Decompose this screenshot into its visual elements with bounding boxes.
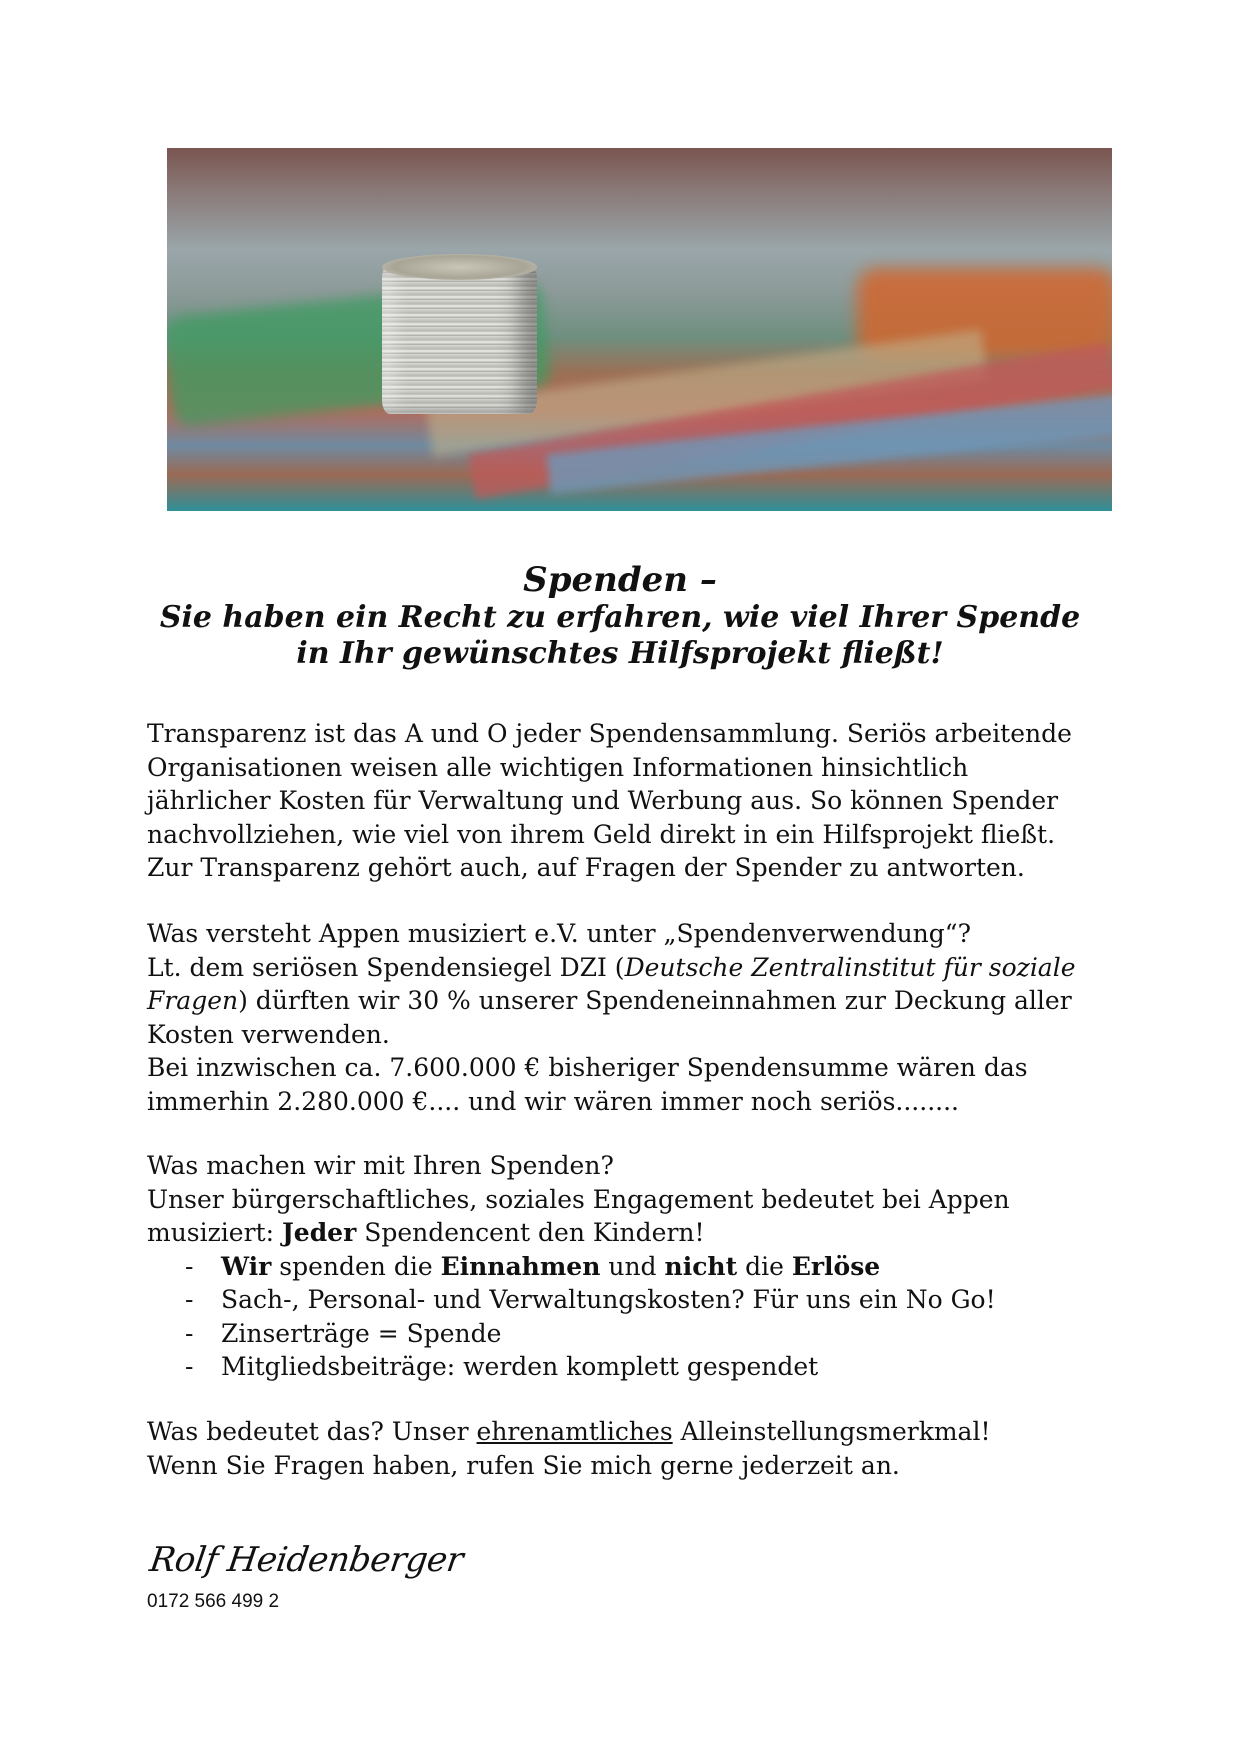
list-item xyxy=(147,1250,1107,1284)
text-span: Spendencent den Kindern! xyxy=(356,1218,705,1247)
dash-bullet-icon: - xyxy=(185,1285,194,1314)
text-line: Unser bürgerschaftliches, soziales Engagement bedeutet bei Appen xyxy=(147,1184,1010,1214)
hero-image xyxy=(167,148,1112,511)
list-item xyxy=(147,1317,1107,1351)
coin-top-icon xyxy=(382,254,537,280)
text-span: Was bedeutet das? Unser xyxy=(147,1417,477,1446)
text-span: musiziert: xyxy=(147,1218,282,1247)
title-line-2: Sie haben ein Recht zu erfahren, wie viel Ihrer Spende xyxy=(159,600,1081,635)
text-span: Mitgliedsbeiträge: werden komplett gespendet xyxy=(221,1352,819,1381)
text-line xyxy=(147,1415,1107,1449)
text-span: Zinserträge = Spende xyxy=(221,1318,502,1348)
question-line: Was versteht Appen musiziert e.V. unter „Spendenverwendung“? xyxy=(147,919,971,948)
dash-bullet-icon: - xyxy=(185,1318,194,1348)
text-line: Bei inzwischen ca. 7.600.000 € bisheriger Spendensumme wären das xyxy=(147,1053,1028,1082)
phone-number: 0172 566 499 2 xyxy=(147,1591,280,1612)
bold-span: nicht xyxy=(664,1251,738,1281)
coin-stack-icon xyxy=(382,264,537,414)
text-line: Transparenz ist das A und O jeder Spendensammlung. Seriös arbeitende xyxy=(147,719,1072,748)
text-line: jährlicher Kosten für Verwaltung und Werbung aus. So können Spender xyxy=(147,786,1059,815)
signature: Rolf Heidenberger xyxy=(147,1540,466,1580)
text-line: Wenn Sie Fragen haben, rufen Sie mich gerne jederzeit an. xyxy=(147,1450,900,1480)
paragraph-closing xyxy=(147,1415,1107,1482)
text-line xyxy=(147,984,1107,1018)
question-line: Was machen wir mit Ihren Spenden? xyxy=(147,1151,614,1180)
underlined-span: ehrenamtliches xyxy=(476,1417,673,1446)
text-line xyxy=(147,951,1107,985)
dzi-name-italic: Fragen xyxy=(147,986,239,1015)
text-span: und xyxy=(600,1251,665,1281)
principles-list xyxy=(147,1250,1107,1384)
paragraph-donation-usage xyxy=(147,917,1107,1118)
text-span: Lt. dem seriösen Spendensiegel DZI ( xyxy=(147,952,625,982)
list-item xyxy=(147,1283,1107,1317)
text-line: immerhin 2.280.000 €.... und wir wären immer noch seriös........ xyxy=(147,1086,959,1116)
bold-span: Erlöse xyxy=(791,1251,881,1281)
text-span: ) dürften wir 30 % unserer Spendeneinnahmen zur Deckung aller xyxy=(238,986,1072,1015)
title-line-3: in Ihr gewünschtes Hilfsprojekt fließt! xyxy=(296,636,944,671)
paragraph-transparency xyxy=(147,717,1107,885)
text-line: Zur Transparenz gehört auch, auf Fragen der Spender zu antworten. xyxy=(147,853,1025,882)
text-line: Kosten verwenden. xyxy=(147,1019,390,1049)
text-span: Alleinstellungsmerkmal! xyxy=(672,1417,991,1446)
dzi-name-italic: Deutsche Zentralinstitut für soziale xyxy=(624,952,1076,982)
bold-span: Jeder xyxy=(281,1218,357,1247)
text-span: Sach-, Personal- und Verwaltungskosten? Für uns ein No Go! xyxy=(221,1285,996,1314)
text-span: die xyxy=(737,1251,792,1281)
list-item xyxy=(147,1350,1107,1384)
text-line: nachvollziehen, wie viel von ihrem Geld direkt in ein Hilfsprojekt fließt. xyxy=(147,819,1056,849)
paragraph-what-we-do xyxy=(147,1149,1107,1384)
dash-bullet-icon: - xyxy=(185,1251,194,1281)
text-line: Organisationen weisen alle wichtigen Informationen hinsichtlich xyxy=(147,752,969,782)
text-span: spenden die xyxy=(271,1251,441,1281)
bold-span: Einnahmen xyxy=(440,1251,601,1281)
bold-span: Wir xyxy=(221,1251,272,1281)
text-line xyxy=(147,1216,1107,1250)
title-line-1: Spenden – xyxy=(523,560,717,600)
dash-bullet-icon: - xyxy=(185,1352,194,1381)
page-title xyxy=(0,560,1240,672)
